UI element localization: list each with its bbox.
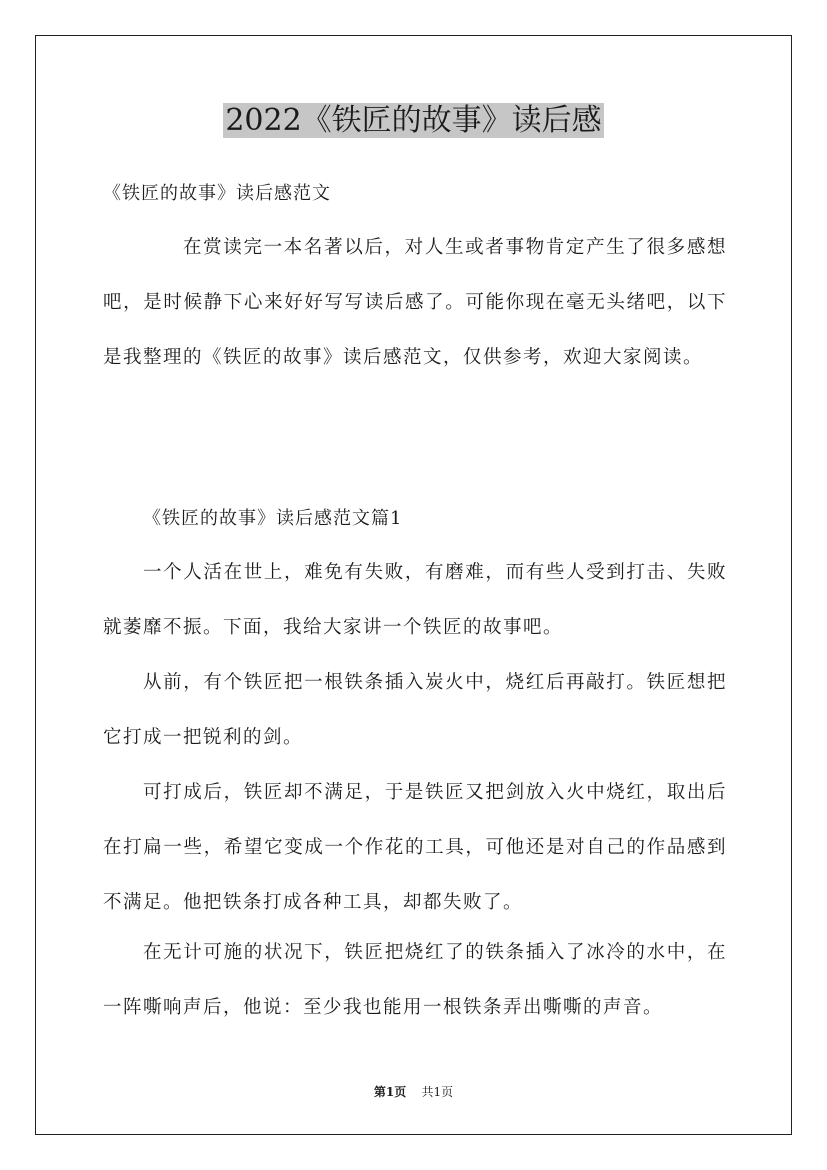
document-subtitle: 《铁匠的故事》读后感范文 <box>103 183 331 204</box>
title-text: 2022《铁匠的故事》读后感 <box>225 103 602 138</box>
document-title <box>0 101 827 141</box>
page-total: 共1页 <box>421 1085 454 1099</box>
section-heading: 《铁匠的故事》读后感范文篇1 <box>143 508 403 529</box>
body-paragraph-4: 在无计可施的状况下，铁匠把烧红了的铁条插入了冰冷的水中，在一阵嘶响声后，他说：至少我也能用一根铁条弄出嘶嘶的声音。 <box>103 942 727 1018</box>
body-paragraph-2: 从前，有个铁匠把一根铁条插入炭火中，烧红后再敲打。铁匠想把它打成一把锐利的剑。 <box>103 672 727 748</box>
footer-spacer <box>410 1085 418 1099</box>
page-number: 第1页 <box>373 1085 407 1099</box>
page-footer <box>0 1084 827 1100</box>
body-paragraph-3: 可打成后，铁匠却不满足，于是铁匠又把剑放入火中烧红，取出后在打扁一些，希望它变成一个作花的工具，可他还是对自己的作品感到不满足。他把铁条打成各种工具，却都失败了。 <box>103 782 727 913</box>
body-paragraph-1: 一个人活在世上，难免有失败，有磨难，而有些人受到打击、失败就萎靡不振。下面，我给大家讲一个铁匠的故事吧。 <box>103 562 727 638</box>
intro-paragraph: 在赏读完一本名著以后，对人生或者事物肯定产生了很多感想吧，是时候静下心来好好写写读后感了。可能你现在毫无头绪吧，以下是我整理的《铁匠的故事》读后感范文，仅供参考，欢迎大家阅读。 <box>103 237 727 368</box>
